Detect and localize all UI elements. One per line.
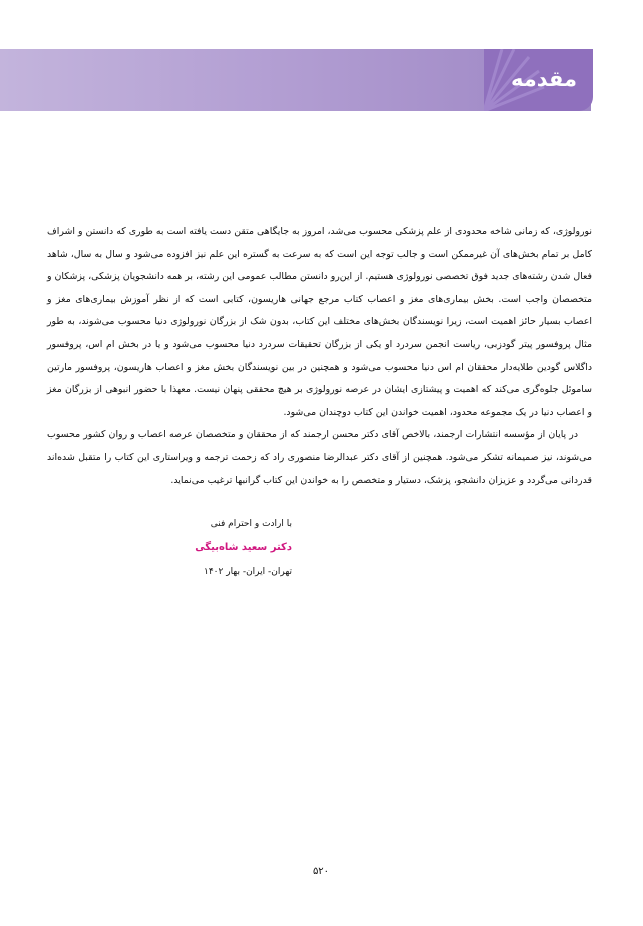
signature-name: دکتر سعید شاه‌بیگی [195,542,292,553]
signature-closing: با ارادت و احترام فنی [210,519,292,529]
page-number: ۵۲۰ [312,866,330,877]
preface-paragraph-1: نورولوژی، که زمانی شاخه محدودی از علم پزشکی محسوب می‌شد، امروز به جایگاهی متقن دست یافته است به طوری که دانستن و اشراف کامل بر تمام بخش‌های آن غیرممکن است و جالب توجه این است که به سرعت به گستره این علم نیز افزوده می‌شود و سال به سال، شاهد فعال شدن رشته‌های جدید فوق تخصصی نورولوژی هستیم. از این‌رو دانستن مطالب عمومی این رشته، بر همه دانشجویان پزشکی، پزشکان و متخصصان واجب است. بخش بیماری‌های مغز و اعصاب کتاب مرجع جهانی هاریسون، کتابی است که از نظر آموزش بیماری‌های مغز و اعصاب بسیار حائز اهمیت است، زیرا نویسندگان بخش‌های مختلف این کتاب، بدون شک از بزرگان نورولوژی دنیا محسوب می‌شوند، به طور مثال پروفسور پیتر گودزبی، ریاست انجمن سردرد او یکی از بزرگان تحقیقات سردرد دنیا محسوب می‌شود و یا در بخش ام اس، پروفسور داگلاس گودین طلایه‌دار محققان ام اس دنیا محسوب می‌شود و همچنین در بین نویسندگان بخش مغز و اعصاب هاریسون، پروفسور مارتین ساموئل جلوه‌گری می‌کند که اهمیت و پیشتازی ایشان در عرصه نورولوژی بر هیچ محققی پنهان نیست. معهذا با حضور انبوهی از بزرگان مغز و اعصاب دنیا در یک مجموعه محدود، اهمیت خواندن این کتاب دوچندان می‌شود. [47,226,592,418]
signature-block [92,512,292,584]
signature-place-date: تهران- ایران- بهار ۱۴۰۲ [204,567,292,577]
chapter-title: مقدمه [511,67,577,91]
preface-paragraph-2: در پایان از مؤسسه انتشارات ارجمند، بالاخص آقای دکتر محسن ارجمند که از محققان و متخصصان عرصه اعصاب و روان کشور محسوب می‌شوند، نیز صمیمانه تشکر می‌شود. همچنین از آقای دکتر عبدالرضا منصوری راد که زحمت ترجمه و ویراستاری این کتاب را متقبل شده‌اند قدردانی می‌گردد و عزیزان دانشجو، پزشک، دستیار و متخصص را به خواندن این کتاب گرانبها ترغیب می‌نماید. [47,429,592,486]
chapter-banner-tab [484,49,593,111]
preface-body [47,221,592,492]
